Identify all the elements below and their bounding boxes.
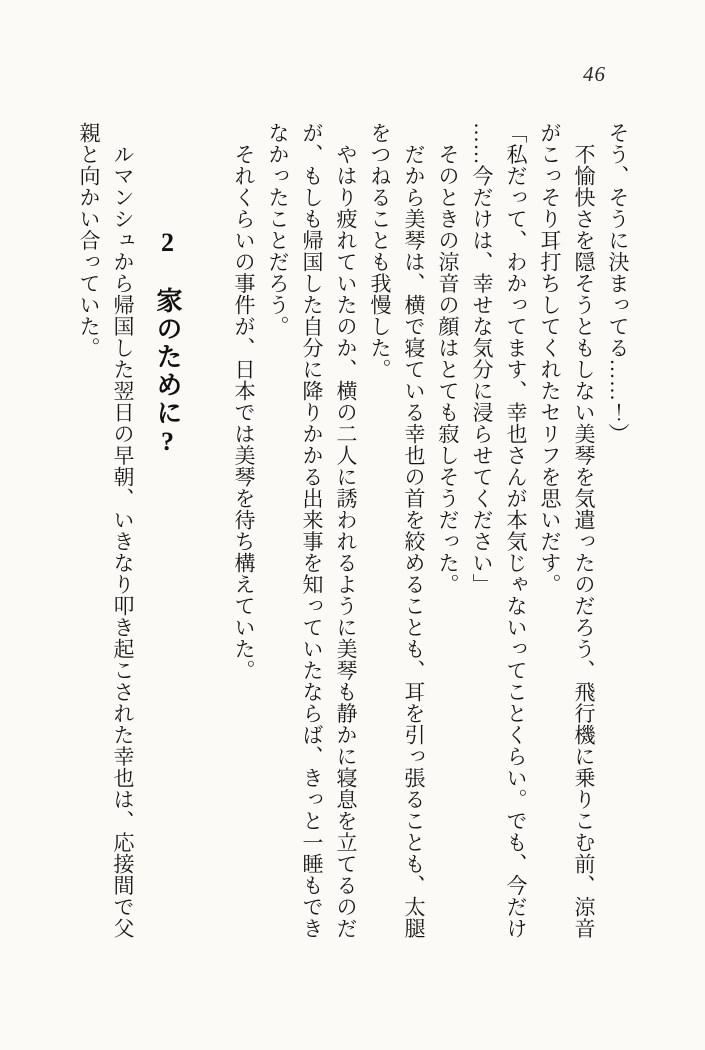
text-line: ルマンシュから帰国した翌日の早朝、いきなり叩き起こされた幸也は、応接間で父 bbox=[111, 122, 135, 939]
text-line: なかったことだろう。 bbox=[266, 122, 290, 337]
text-line: が、もしも帰国した自分に降りかかる出来事を知っていたならば、きっと一睡もでき bbox=[300, 122, 324, 939]
text-line: をつねることも我慢した。 bbox=[368, 122, 392, 380]
text-line: 不愉快さを隠そうともしない美琴を気遣ったのだろう、飛行機に乗りこむ前、涼音 bbox=[572, 122, 596, 939]
page-number: 46 bbox=[583, 62, 606, 86]
text-line: そのときの涼音の顔はとても寂しそうだった。 bbox=[436, 122, 460, 595]
text-line: がこっそり耳打ちしてくれたセリフを思いだす。 bbox=[538, 122, 562, 595]
text-line: ……今だけは、幸せな気分に浸らせてください」 bbox=[470, 122, 494, 595]
chapter-heading: 2 家のために? bbox=[153, 228, 182, 458]
text-line: 親と向かい合っていた。 bbox=[77, 122, 101, 359]
text-line: だから美琴は、横で寝ている幸也の首を絞めることも、耳を引っ張ることも、太腿 bbox=[402, 122, 426, 939]
text-line: 「私だって、わかってます、幸也さんが本気じゃないってことくらい。でも、今だけ bbox=[504, 122, 528, 939]
text-line: やはり疲れていたのか、横の二人に誘われるように美琴も静かに寝息を立てるのだ bbox=[334, 122, 358, 939]
text-line: そう、そうに決まってる……！） bbox=[606, 122, 630, 445]
text-line: それくらいの事件が、日本では美琴を待ち構えていた。 bbox=[232, 122, 256, 681]
vertical-text-block bbox=[72, 122, 635, 1034]
